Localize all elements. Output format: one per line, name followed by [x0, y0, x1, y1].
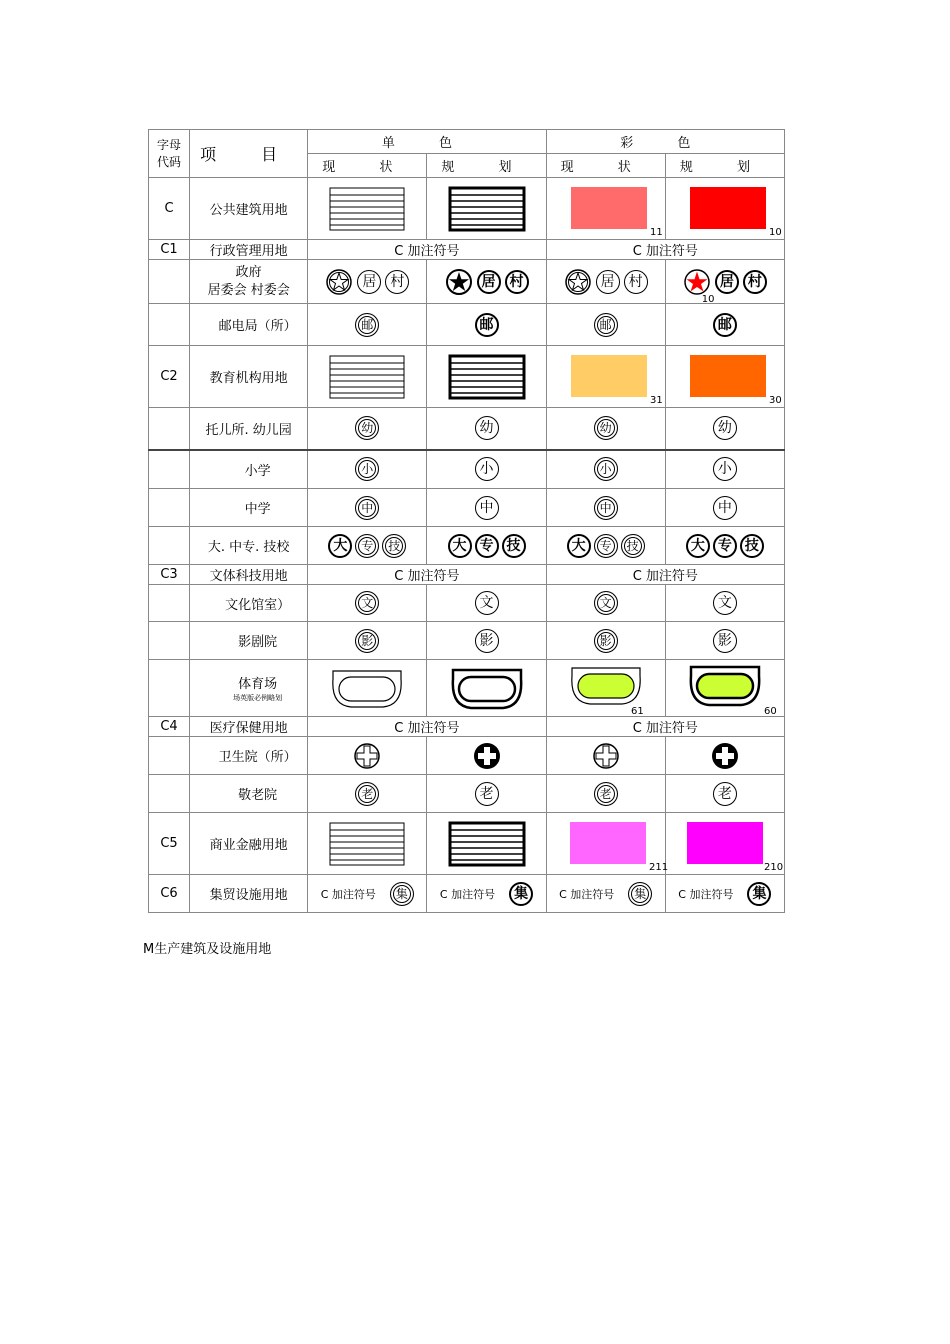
header-color-current: 现 状	[546, 154, 665, 178]
post-office-icon: 邮	[475, 313, 499, 337]
color-swatch-current	[546, 813, 668, 875]
kindergarten-icon: 幼	[713, 416, 737, 440]
vocational-icon: 专	[475, 534, 499, 558]
row-code: C6	[149, 875, 190, 913]
row-name: 影剧院	[190, 622, 308, 660]
market-icon: 集	[747, 882, 771, 906]
row-name: 卫生院（所）	[190, 737, 308, 775]
header-mono-planned: 规 划	[427, 154, 546, 178]
header-mono: 单 色	[308, 130, 546, 154]
color-code-label: 11	[649, 226, 663, 238]
middle-school-icon: 中	[475, 496, 499, 520]
clinic-cross-icon	[592, 742, 620, 770]
note-mono: C 加注符号	[308, 717, 546, 737]
vocational-icon: 专	[355, 534, 379, 558]
row-name: 托儿所. 幼儿园	[190, 408, 308, 450]
row-name: 集贸设施用地	[190, 875, 308, 913]
gov-symbols-mono-planned	[427, 260, 546, 304]
note: C 加注符号	[439, 887, 496, 901]
row-name-main: 体育场	[238, 677, 278, 692]
star-circle-icon	[325, 268, 353, 296]
color-code-label: 30	[768, 394, 782, 406]
technical-school-icon: 技	[382, 534, 406, 558]
color-code-label: 10	[701, 293, 715, 305]
culture-center-icon: 文	[355, 591, 379, 615]
row-name: 文体科技用地	[190, 565, 308, 585]
hatch-thick-swatch	[427, 813, 546, 875]
note-mono: C 加注符号	[308, 240, 546, 260]
color-swatch-planned	[665, 346, 784, 408]
stadium-color-icon	[665, 660, 784, 717]
table-row	[149, 346, 785, 408]
table-row	[149, 565, 785, 585]
row-name: 医疗保健用地	[190, 717, 308, 737]
color-code-label: 60	[763, 706, 777, 717]
header-code	[149, 130, 190, 178]
color-code-label: 10	[768, 226, 782, 238]
red-star-circle-icon	[683, 268, 711, 296]
star-circle-filled-icon	[445, 268, 473, 296]
culture-center-icon: 文	[713, 591, 737, 615]
technical-school-icon: 技	[502, 534, 526, 558]
post-office-icon: 邮	[713, 313, 737, 337]
glyph-circle-icon: 居	[715, 270, 739, 294]
row-code: C4	[149, 717, 190, 737]
middle-school-icon: 中	[594, 496, 618, 520]
post-office-icon: 邮	[355, 313, 379, 337]
kindergarten-icon: 幼	[475, 416, 499, 440]
header-color-planned: 规 划	[665, 154, 784, 178]
vocational-icon: 专	[594, 534, 618, 558]
college-icon: 大	[567, 534, 591, 558]
row-name: 敬老院	[190, 775, 308, 813]
header-code-line1: 字母	[157, 137, 182, 152]
nursing-home-icon: 老	[594, 782, 618, 806]
primary-school-icon: 小	[713, 457, 737, 481]
middle-school-icon: 中	[355, 496, 379, 520]
culture-center-icon: 文	[594, 591, 618, 615]
color-code-label: 61	[630, 706, 644, 717]
note: C 加注符号	[678, 887, 734, 901]
table-row	[149, 813, 785, 875]
row-code: C3	[149, 565, 190, 585]
hatch-thin-swatch	[308, 346, 427, 408]
vocational-icon: 专	[713, 534, 737, 558]
market-icon: 集	[390, 882, 414, 906]
theater-icon: 影	[594, 629, 618, 653]
technical-school-icon: 技	[621, 534, 645, 558]
table-row	[149, 717, 785, 737]
stadium-color-icon	[546, 660, 665, 717]
post-office-icon: 邮	[594, 313, 618, 337]
row-name: 邮电局（所）	[190, 304, 308, 346]
note-mono: C 加注符号	[308, 565, 546, 585]
gov-symbols-mono-current	[308, 260, 427, 304]
color-swatch-current	[546, 178, 665, 240]
row-name-sub: 场英版必例略划	[233, 694, 283, 702]
table-row	[149, 450, 785, 489]
glyph-circle-icon: 居	[477, 270, 501, 294]
color-swatch-planned	[665, 178, 784, 240]
market-icon: 集	[509, 882, 533, 906]
glyph-circle-icon: 居	[596, 270, 620, 294]
kindergarten-icon: 幼	[594, 416, 618, 440]
row-name: 大. 中专. 技校	[190, 527, 308, 565]
header-item: 项 目	[190, 130, 308, 178]
hatch-thick-swatch	[427, 346, 546, 408]
row-name-line2: 居委会 村委会	[207, 282, 290, 298]
note: C 加注符号	[320, 887, 376, 901]
theater-icon: 影	[355, 629, 379, 653]
glyph-circle-icon: 村	[743, 270, 767, 294]
technical-school-icon: 技	[740, 534, 764, 558]
header-mono-current: 现 状	[308, 154, 427, 178]
row-name	[190, 260, 308, 304]
market-icon: 集	[628, 882, 652, 906]
section-heading: M生产建筑及设施用地	[143, 942, 272, 957]
note-color: C 加注符号	[546, 565, 784, 585]
row-name	[190, 660, 308, 717]
row-name: 小学	[190, 450, 308, 489]
color-swatch-current	[546, 346, 665, 408]
row-name: 公共建筑用地	[190, 178, 308, 240]
hatch-thin-swatch	[308, 813, 427, 875]
table-row	[149, 775, 785, 813]
row-name: 商业金融用地	[190, 813, 308, 875]
kindergarten-icon: 幼	[355, 416, 379, 440]
college-icon: 大	[686, 534, 710, 558]
college-icon: 大	[448, 534, 472, 558]
table-row	[149, 737, 785, 775]
row-name: 行政管理用地	[190, 240, 308, 260]
hatch-thin-swatch	[308, 178, 427, 240]
header-color: 彩 色	[546, 130, 784, 154]
row-code: C2	[149, 346, 190, 408]
row-name: 文化馆室）	[190, 585, 308, 622]
table-row	[149, 585, 785, 622]
color-swatch-planned	[665, 813, 784, 875]
table-row	[149, 660, 785, 717]
nursing-home-icon: 老	[355, 782, 379, 806]
row-name: 教育机构用地	[190, 346, 308, 408]
color-code-label: 31	[649, 394, 663, 406]
glyph-circle-icon: 村	[624, 270, 648, 294]
gov-symbols-color-current	[546, 260, 665, 304]
clinic-cross-filled-icon	[711, 742, 739, 770]
primary-school-icon: 小	[355, 457, 379, 481]
primary-school-icon: 小	[594, 457, 618, 481]
middle-school-icon: 中	[713, 496, 737, 520]
clinic-cross-filled-icon	[473, 742, 501, 770]
stadium-icon	[427, 660, 546, 717]
glyph-circle-icon: 村	[505, 270, 529, 294]
gov-symbols-color-planned	[665, 260, 784, 304]
table-row	[149, 408, 785, 450]
culture-center-icon: 文	[475, 591, 499, 615]
color-code-label: 210	[763, 861, 783, 873]
table-row	[149, 260, 785, 304]
nursing-home-icon: 老	[475, 782, 499, 806]
row-code: C1	[149, 240, 190, 260]
hatch-thick-swatch	[427, 178, 546, 240]
glyph-circle-icon: 村	[385, 270, 409, 294]
theater-icon: 影	[475, 629, 499, 653]
glyph-circle-icon: 居	[357, 270, 381, 294]
primary-school-icon: 小	[475, 457, 499, 481]
row-code: C5	[149, 813, 190, 875]
table-row	[149, 240, 785, 260]
college-icon: 大	[328, 534, 352, 558]
note-color: C 加注符号	[546, 240, 784, 260]
nursing-home-icon: 老	[713, 782, 737, 806]
note: C 加注符号	[559, 887, 615, 901]
table-row	[149, 622, 785, 660]
table-row	[149, 875, 785, 913]
table-row	[149, 304, 785, 346]
table-row	[149, 178, 785, 240]
table-row	[149, 527, 785, 565]
note-color: C 加注符号	[546, 717, 784, 737]
color-code-label: 211	[648, 861, 668, 873]
star-circle-icon	[564, 268, 592, 296]
clinic-cross-icon	[353, 742, 381, 770]
row-code: C	[149, 178, 190, 240]
row-name: 中学	[190, 489, 308, 527]
row-name-line1: 政府	[235, 264, 262, 280]
header-code-line2: 代码	[157, 154, 182, 169]
land-use-legend-table	[148, 129, 785, 913]
stadium-icon	[308, 660, 427, 717]
theater-icon: 影	[713, 629, 737, 653]
table-row	[149, 489, 785, 527]
